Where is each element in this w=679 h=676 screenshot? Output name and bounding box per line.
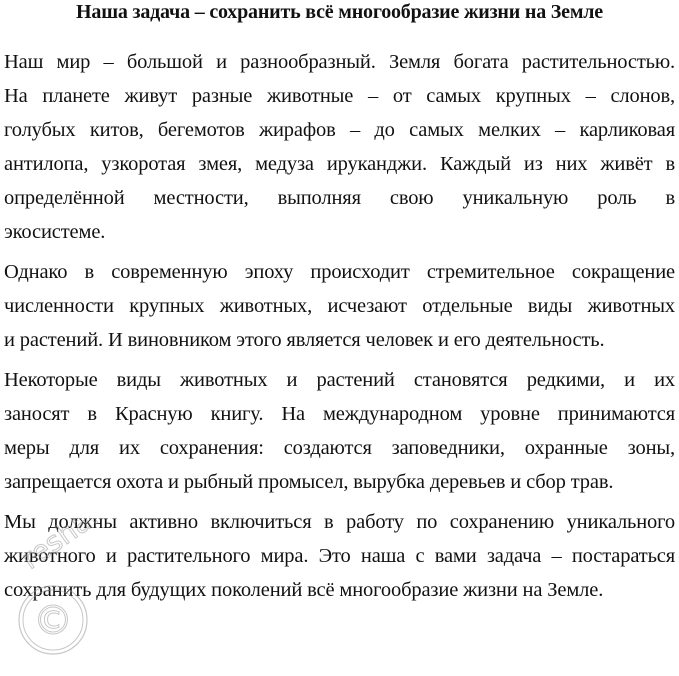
- text-line: Некоторые виды животных и растений становятся редкими, и их: [4, 369, 675, 391]
- text-line: запрещается охота и рыбный промысел, вырубка деревьев и сбор трав.: [4, 471, 614, 493]
- text-line: голубых китов, бегемотов жирафов – до самых мелких – карликовая: [4, 119, 675, 141]
- watermark-label: reshak.ru: [15, 520, 143, 576]
- text-line: Мы должны активно включиться в работу по сохранению уникального: [4, 511, 675, 533]
- text-line: меры для их сохранения: создаются заповедники, охранные зоны,: [4, 437, 675, 459]
- text-line: и растений. И виновником этого является человек и его деятельность.: [4, 329, 605, 351]
- text-line: На планете живут разные животные – от самых крупных – слонов,: [4, 85, 675, 107]
- copyright-symbol: ©: [33, 598, 73, 644]
- paragraph-2: [4, 255, 675, 357]
- text-line: заносят в Красную книгу. На международном уровне принимаются: [4, 403, 675, 425]
- text-line: антилопа, узкоротая змея, медуза ируканджи. Каждый из них живёт в: [4, 153, 675, 175]
- document-title: Наша задача – сохранить всё многообразие жизни на Земле: [76, 1, 603, 23]
- paragraph-3: [4, 363, 675, 499]
- text-line: сохранить для будущих поколений всё многообразие жизни на Земле.: [4, 579, 604, 601]
- text-line: экосистеме.: [4, 221, 106, 243]
- text-line: численности крупных животных, исчезают отдельные виды животных: [4, 295, 675, 317]
- paragraph-1: [4, 45, 675, 249]
- text-line: Наш мир – большой и разнообразный. Земля богата растительностью.: [4, 51, 675, 73]
- paragraph-4: [4, 505, 675, 607]
- text-line: определённой местности, выполняя свою уникальную роль в: [4, 187, 675, 209]
- text-line: Однако в современную эпоху происходит стремительное сокращение: [4, 261, 675, 283]
- text-line: животного и растительного мира. Это наша с вами задача – постараться: [4, 545, 675, 567]
